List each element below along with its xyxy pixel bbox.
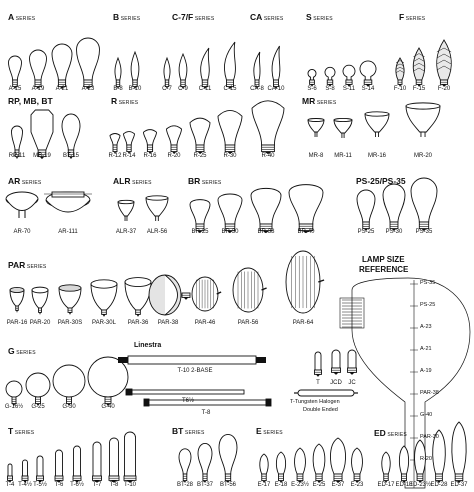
bulb-label: PAR-38: [157, 320, 179, 326]
bulb-label: ED-17: [377, 482, 395, 488]
bulb-a-2: [52, 44, 72, 89]
bulb-label: S-6: [307, 86, 317, 92]
bulb-label: PAR-36: [127, 320, 149, 326]
bulb-label: A-15: [8, 86, 22, 92]
series-letter: B: [113, 12, 120, 22]
bulb-ca-1: [272, 46, 280, 89]
bulb-label: BR-40: [297, 229, 315, 235]
bulb-alr-0: [118, 200, 134, 221]
series-heading-e: [256, 422, 283, 438]
series-heading-ar: [8, 172, 41, 188]
series-letter: PAR: [8, 260, 26, 270]
bulb-ar-0: [6, 192, 38, 218]
bulb-r-4: [190, 118, 210, 154]
bulb-label: ED-18: [395, 482, 413, 488]
bulb-a-3: [77, 38, 100, 89]
bulb-label: B-10: [128, 86, 142, 92]
bulb-label: T-10: [123, 482, 137, 488]
series-r: [110, 101, 284, 154]
bulb-b-0: [115, 58, 121, 89]
bulb-t-0: [8, 464, 13, 483]
series-word: SERIES: [117, 100, 139, 106]
bulb-bt-0: [179, 449, 191, 483]
bulb-label: BR-25: [191, 229, 209, 235]
bulb-label: BT-28: [176, 482, 194, 488]
bulb-label: R-25: [193, 153, 207, 159]
bulb-label: R-40: [261, 153, 275, 159]
bulb-label: PAR-16: [6, 320, 28, 326]
bulb-label: F-10: [393, 86, 407, 92]
bulb-label: BT-37: [196, 482, 214, 488]
series-heading-a: [8, 8, 35, 24]
series-letter: AR: [8, 176, 21, 186]
bulb-ps-1: [383, 184, 405, 231]
bulb-label: ED-28: [430, 482, 448, 488]
series-letter: A: [8, 12, 15, 22]
bulb-label: PAR-64: [292, 320, 314, 326]
bulb-label: E-17: [257, 482, 271, 488]
bulb-label: R-16: [143, 153, 157, 159]
bulb-par-7: [233, 268, 267, 312]
bulb-label: G-40: [101, 404, 115, 410]
bulb-label: C-15: [223, 86, 237, 92]
bulb-r-0: [110, 133, 120, 154]
bulb-s-3: [360, 61, 376, 87]
bulb-c7f-1: [179, 54, 187, 89]
series-letter: PS-25/PS-35: [356, 176, 406, 186]
linestra-tube-label: T-10 2-BASE: [177, 368, 213, 374]
series-letter: G: [8, 346, 15, 356]
bulb-label: T-6: [54, 482, 64, 488]
bulb-label: C-11: [198, 86, 212, 92]
series-word: SERIES: [25, 264, 47, 270]
bulb-g-0: [6, 381, 22, 406]
bulb-label: E-25: [312, 482, 326, 488]
bulb-br-1: [218, 194, 242, 233]
series-heading-f: [399, 8, 425, 24]
bulb-s-0: [308, 69, 316, 86]
bulb-e-5: [352, 448, 363, 483]
bulb-par-8: [286, 251, 324, 313]
bulb-label: PAR-30S: [57, 320, 83, 326]
bulb-label: R-14: [122, 153, 136, 159]
series-f: [396, 40, 451, 87]
series-heading-t: [8, 422, 34, 438]
bulb-r-3: [167, 126, 182, 154]
bulb-mr-0: [308, 119, 324, 138]
reference-scale-mark: A-23: [420, 324, 432, 330]
bulb-par-6: [192, 277, 221, 311]
bulb-label: S-8: [325, 86, 335, 92]
series-par: [10, 251, 324, 317]
halogen-caption-line2: Double Ended: [303, 407, 338, 413]
halogen-label: T: [316, 380, 320, 386]
bulb-br-3: [289, 185, 323, 233]
series-letter: BR: [188, 176, 201, 186]
bulb-s-2: [343, 65, 355, 87]
bulb-mr-2: [365, 112, 389, 137]
halogen-bulb-0: [315, 352, 322, 377]
bulb-f-2: [437, 40, 452, 87]
series-heading-ca: [250, 8, 283, 24]
bulb-par-1: [32, 287, 48, 315]
reference-scale-mark: PS-25: [420, 302, 436, 308]
bulb-label: E-23½: [291, 482, 309, 488]
series-heading-rp: [8, 92, 53, 108]
bulb-par-5: [149, 275, 190, 315]
bulb-label: ALR-56: [146, 229, 168, 235]
bulb-label: R-20: [167, 153, 181, 159]
bulb-t-3: [55, 450, 63, 483]
series-ar: [6, 192, 92, 218]
bulb-label: PAR-46: [194, 320, 216, 326]
bulb-label: ALR-37: [115, 229, 137, 235]
series-e: [260, 438, 363, 483]
series-t: [8, 432, 137, 483]
series-letter: MR: [302, 96, 316, 106]
bulb-label: A-23: [81, 86, 95, 92]
series-word: SERIES: [261, 430, 283, 436]
bulb-ed-4: [452, 422, 466, 483]
bulb-label: S-14: [361, 86, 375, 92]
bulb-par-0: [10, 287, 24, 312]
bulb-r-5: [218, 110, 242, 154]
series-word: SERIES: [200, 180, 222, 186]
bulb-label: MB-19: [33, 153, 51, 159]
bulb-label: G-16½: [4, 404, 24, 410]
series-bt: [179, 434, 237, 483]
bulb-label: R-30: [223, 153, 237, 159]
bulb-c7f-2: [201, 48, 210, 89]
bulb-label: T-5½: [33, 482, 47, 488]
tube-label-t6-half: T6½: [181, 398, 195, 404]
series-word: SERIES: [130, 180, 152, 186]
series-letter: RP, MB, BT: [8, 96, 53, 106]
reference-scale-mark: A-19: [420, 368, 432, 374]
series-word: SERIES: [13, 430, 35, 436]
bulb-label: BT-15: [62, 153, 80, 159]
bulb-e-4: [330, 438, 345, 483]
bulb-label: MR-8: [308, 153, 324, 159]
tube-label-t8: T-8: [201, 410, 211, 416]
series-letter: ALR: [113, 176, 131, 186]
bulb-label: F-20: [437, 86, 451, 92]
bulb-g-1: [26, 373, 50, 406]
bulb-f-0: [396, 58, 404, 87]
linestra-group: [118, 356, 266, 364]
series-b: [115, 52, 139, 89]
bulb-label: RP-11: [8, 153, 26, 159]
bulb-label: R-12: [108, 153, 122, 159]
bulb-label: MR-11: [334, 153, 352, 159]
bulb-label: BT-56: [219, 482, 237, 488]
series-heading-alr: [113, 172, 152, 188]
reference-title-line2: REFERENCE: [359, 265, 409, 274]
halogen-group: [294, 350, 358, 396]
reference-title-line1: LAMP SIZE: [362, 255, 405, 264]
bulb-label: T-6½: [70, 482, 84, 488]
bulb-ca-0: [254, 52, 260, 89]
bulb-r-1: [124, 132, 135, 155]
halogen-label: JC: [348, 380, 356, 386]
series-heading-bt: [172, 422, 204, 438]
reference-scale-mark: G-40: [420, 412, 433, 418]
series-word: SERIES: [315, 100, 337, 106]
series-letter: R: [111, 96, 118, 106]
bulb-label: G-30: [62, 404, 76, 410]
bulb-alr-1: [146, 196, 168, 221]
bulb-label: E-23: [350, 482, 364, 488]
bulb-mr-3: [406, 103, 440, 137]
series-word: SERIES: [14, 16, 36, 22]
series-rp: [12, 110, 81, 159]
bulb-rp-1: [31, 110, 53, 159]
series-heading-b: [113, 8, 140, 24]
linestra-title: Linestra: [134, 342, 162, 349]
reference-scale-mark: PS-35: [420, 280, 436, 286]
bulb-label: CA-10: [267, 86, 285, 92]
bulb-e-3: [313, 444, 325, 483]
reference-scale-mark: PAR-38: [420, 390, 439, 396]
fluorescent-tubes: [126, 389, 271, 406]
series-heading-s: [306, 8, 333, 24]
series-word: SERIES: [262, 16, 284, 22]
bulb-label: T-4½: [18, 482, 32, 488]
bulb-b-1: [131, 52, 139, 89]
bulb-label: A-21: [55, 86, 69, 92]
series-ca: [254, 46, 280, 89]
bulb-label: B-8: [113, 86, 123, 92]
bulb-label: MR-20: [413, 153, 433, 159]
series-heading-c7f: [172, 8, 214, 24]
series-letter: C-7/F: [172, 12, 194, 22]
bulb-e-1: [276, 452, 285, 483]
series-letter: ED: [374, 428, 386, 438]
bulb-label: AR-111: [58, 229, 78, 235]
bulb-e-2: [295, 448, 306, 483]
bulb-ed-0: [382, 452, 390, 483]
series-letter: E: [256, 426, 262, 436]
series-word: SERIES: [311, 16, 333, 22]
series-word: SERIES: [404, 16, 426, 22]
series-letter: F: [399, 12, 405, 22]
bulb-ps-0: [357, 190, 375, 231]
halogen-label: JCD: [330, 380, 342, 386]
bulb-g-2: [53, 365, 85, 406]
bulb-label: ED-23½: [408, 482, 432, 488]
series-word: SERIES: [385, 432, 407, 438]
bulb-label: CA-8: [250, 86, 264, 92]
bulb-label: PAR-30L: [92, 320, 116, 326]
series-g: [6, 357, 128, 406]
series-word: SERIES: [20, 180, 42, 186]
bulb-label: T-4: [5, 482, 15, 488]
bulb-label: ED-37: [450, 482, 468, 488]
bulb-c7f-3: [224, 42, 235, 89]
bulb-label: PAR-20: [29, 320, 51, 326]
bulb-mr-1: [334, 118, 352, 138]
bulb-par-4: [125, 278, 151, 317]
series-br: [190, 185, 323, 233]
bulb-label: G-25: [31, 404, 45, 410]
bulb-t-7: [124, 432, 136, 483]
bulb-label: BR-38: [257, 229, 275, 235]
series-heading-ed: [374, 424, 407, 440]
bulb-label: C-9: [178, 86, 188, 92]
bulb-label: E-18: [274, 482, 288, 488]
series-letter: BT: [172, 426, 184, 436]
bulb-label: BR-30: [221, 229, 239, 235]
bulb-t-5: [93, 442, 102, 483]
series-heading-mr: [302, 92, 336, 108]
bulb-t-6: [109, 438, 119, 483]
series-heading-br: [188, 172, 221, 188]
bulb-ar-1: [44, 192, 92, 212]
bulb-s-1: [325, 67, 335, 87]
series-letter: T: [8, 426, 14, 436]
bulb-label: T-8: [109, 482, 119, 488]
bulb-label: MR-16: [367, 153, 387, 159]
series-letter: S: [306, 12, 312, 22]
series-heading-r: [111, 92, 138, 108]
series-word: SERIES: [193, 16, 215, 22]
reference-scale-mark: R-20: [420, 456, 432, 462]
bulb-r-2: [144, 130, 157, 154]
bulb-ps-2: [411, 178, 437, 231]
bulb-label: F-15: [412, 86, 426, 92]
bulb-label: T-7: [92, 482, 102, 488]
bulb-label: PS-25: [357, 229, 375, 235]
bulb-bt-2: [219, 434, 237, 483]
bulb-label: PS-30: [385, 229, 403, 235]
series-word: SERIES: [119, 16, 141, 22]
bulb-label: C-7: [162, 86, 172, 92]
series-a: [9, 38, 100, 89]
bulb-label: PS-35: [415, 229, 433, 235]
halogen-caption-line1: T-Tungsten Halogen: [290, 399, 340, 405]
bulb-label: S-11: [342, 86, 356, 92]
halogen-bulb-1: [332, 350, 341, 375]
bulb-f-1: [413, 48, 424, 87]
bulb-label: AR-70: [13, 229, 31, 235]
bulb-a-0: [9, 56, 22, 89]
bulb-e-0: [260, 454, 268, 483]
bulb-par-3: [91, 280, 117, 317]
reference-scale-mark: A-21: [420, 346, 432, 352]
bulb-bt-1: [198, 443, 212, 483]
series-s: [308, 61, 376, 87]
bulb-par-2: [59, 285, 81, 315]
series-heading-par: [8, 256, 46, 272]
series-heading-ps: [356, 172, 406, 188]
bulb-label: E-37: [331, 482, 345, 488]
bulb-c7f-0: [164, 58, 170, 89]
bulb-label: PAR-56: [237, 320, 259, 326]
series-heading-g: [8, 342, 36, 358]
bulb-label: A-19: [31, 86, 45, 92]
series-word: SERIES: [183, 430, 205, 436]
bulb-br-2: [251, 188, 281, 233]
bulb-g-3: [88, 357, 128, 406]
reference-scale-mark: PAR-30: [420, 434, 439, 440]
bulb-t-1: [22, 460, 28, 483]
series-c7f: [164, 42, 235, 89]
bulb-r-6: [252, 101, 284, 154]
halogen-bulb-2: [348, 350, 357, 375]
bulb-t-4: [73, 446, 81, 483]
series-mr: [308, 103, 440, 138]
series-letter: CA: [250, 12, 263, 22]
bulb-t-2: [37, 456, 44, 483]
bulb-a-1: [30, 50, 47, 89]
series-word: SERIES: [14, 350, 36, 356]
series-alr: [118, 196, 168, 221]
